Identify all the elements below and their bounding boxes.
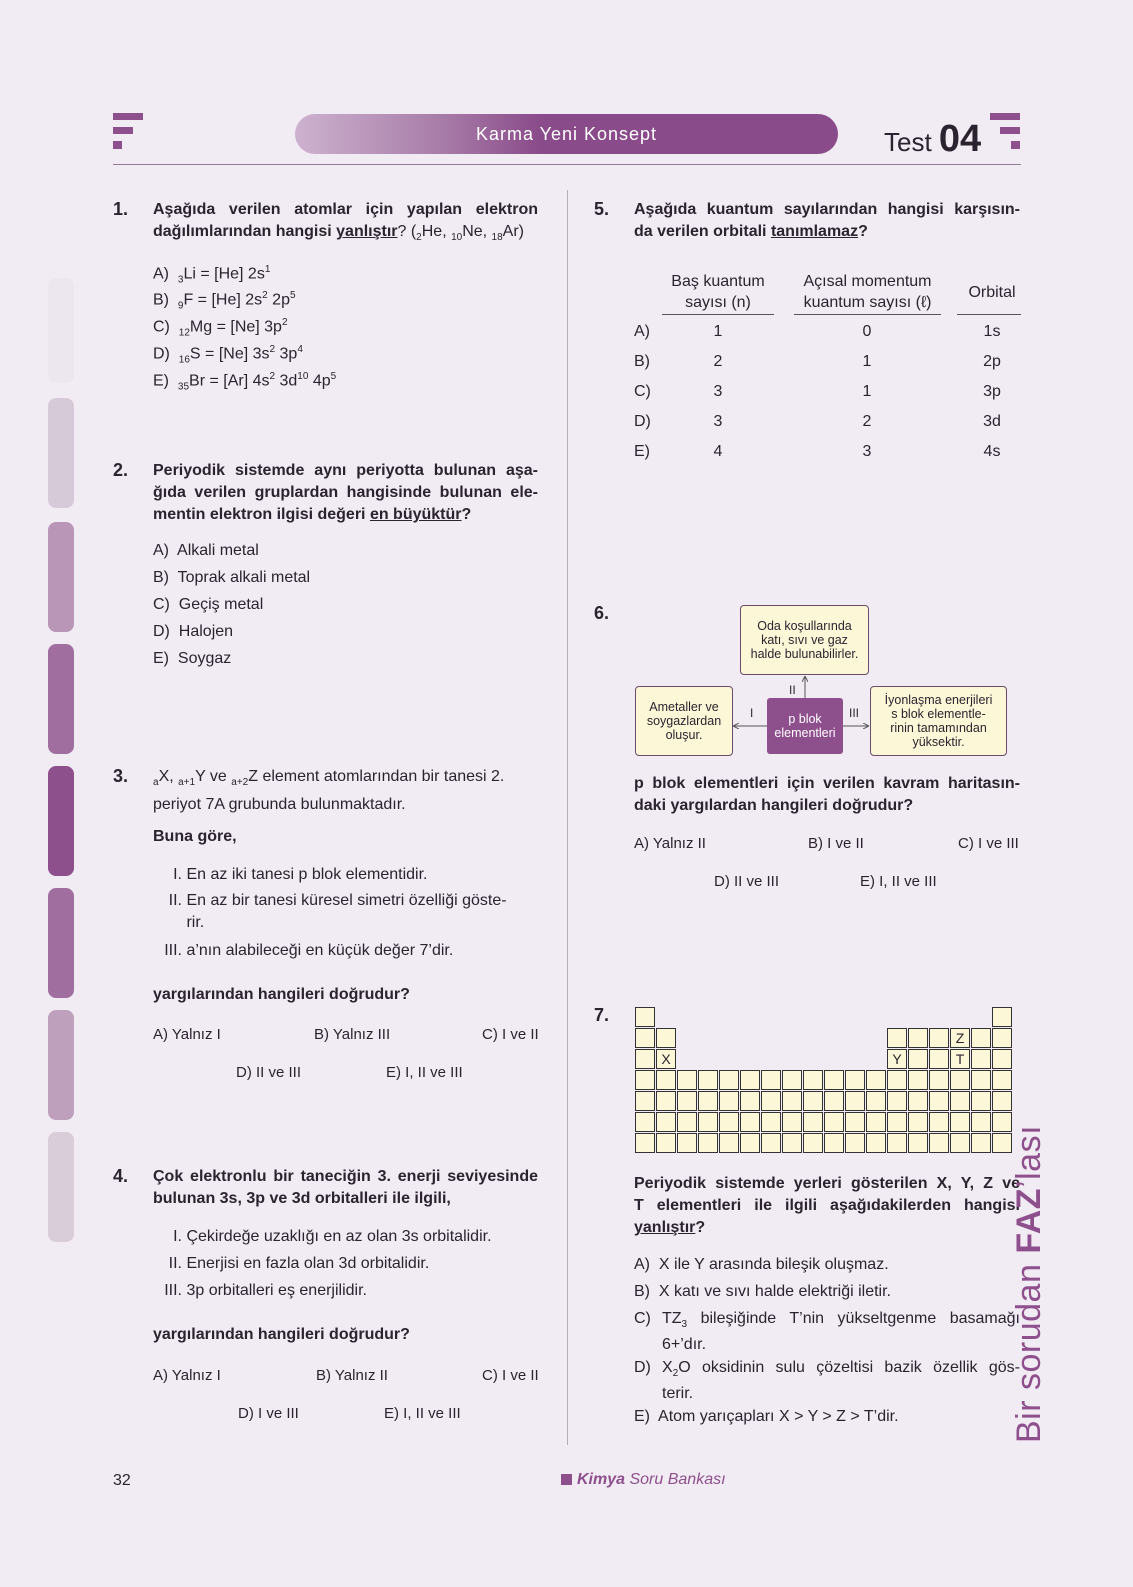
q5-row-c[interactable]: C) 3 1 3p xyxy=(634,383,1001,400)
periodic-cell xyxy=(803,1112,823,1132)
periodic-cell xyxy=(635,1007,655,1027)
periodic-cell xyxy=(929,1133,949,1153)
periodic-cell xyxy=(635,1112,655,1132)
q2-stem: Periyodik sistemde aynı periyotta bulunan aşa- ğıda verilen gruplardan hangisinde bulunan ele- mentin elektron ilgisi değeri en büyüktür? xyxy=(153,462,538,523)
periodic-cell xyxy=(971,1133,991,1153)
periodic-cell xyxy=(698,1133,718,1153)
periodic-cell xyxy=(782,1091,802,1111)
square-icon xyxy=(561,1474,572,1485)
q2-option[interactable]: D) Halojen xyxy=(153,623,234,640)
q2-number: 2. xyxy=(113,460,129,480)
q6-label-I: I xyxy=(750,706,754,720)
q2-options xyxy=(153,541,310,676)
q5-row-a[interactable]: A) 1 0 1s xyxy=(634,323,1001,340)
side-tab xyxy=(48,278,74,383)
q3-answer-d[interactable]: D) II ve III xyxy=(236,1064,302,1081)
periodic-cell xyxy=(887,1133,907,1153)
periodic-cell xyxy=(908,1091,928,1111)
q4-answer-b[interactable]: B) Yalnız II xyxy=(316,1367,388,1384)
periodic-cell xyxy=(971,1091,991,1111)
side-tab xyxy=(48,522,74,632)
periodic-cell xyxy=(950,1070,970,1090)
periodic-cell xyxy=(782,1112,802,1132)
side-slogan: Bir sorudan FAZ’lası xyxy=(1010,1124,1048,1443)
banner-title: Karma Yeni Konsept xyxy=(295,114,838,154)
q1-number: 1. xyxy=(113,199,129,219)
q3-stem: $_a$X, $_{a+1}$Y ve $_{a+2}$Z element atomlarından bir tanesi 2. periyot 7A grubunda bulunmaktadır. xyxy=(153,768,505,814)
periodic-cell xyxy=(782,1133,802,1153)
periodic-cell xyxy=(635,1070,655,1090)
q4-answer-e[interactable]: E) I, II ve III xyxy=(384,1405,461,1422)
q5-row-b[interactable]: B) 2 1 2p xyxy=(634,353,1001,370)
q2-option[interactable]: A) Alkali metal xyxy=(153,542,259,559)
periodic-cell xyxy=(677,1133,697,1153)
q2-option[interactable]: B) Toprak alkali metal xyxy=(153,569,311,586)
q6-center-box: p blok elementleri xyxy=(767,698,843,754)
page-number: 32 xyxy=(113,1472,131,1489)
q3-answer-e[interactable]: E) I, II ve III xyxy=(386,1064,463,1081)
periodic-cell xyxy=(740,1070,760,1090)
test-number: 04 xyxy=(938,118,982,160)
periodic-cell xyxy=(992,1007,1012,1027)
periodic-cell xyxy=(887,1091,907,1111)
periodic-cell xyxy=(656,1070,676,1090)
periodic-cell xyxy=(887,1070,907,1090)
periodic-cell xyxy=(761,1112,781,1132)
q1-option-a[interactable]: A) $_3$Li = [He] $2s^1$ xyxy=(153,264,271,286)
periodic-cell xyxy=(656,1112,676,1132)
periodic-cell xyxy=(656,1028,676,1048)
q6-answer-a[interactable]: A) Yalnız II xyxy=(634,835,706,852)
periodic-cell xyxy=(866,1070,886,1090)
side-tab xyxy=(48,888,74,998)
periodic-cell xyxy=(824,1133,844,1153)
q5-row-e[interactable]: E) 4 3 4s xyxy=(634,443,1001,460)
q1-option-d[interactable]: D) $_{16}$S = [Ne] $3s^2$ $3p^4$ xyxy=(153,344,303,366)
periodic-cell xyxy=(887,1028,907,1048)
q3-item-3: III. a’nın alabileceği en küçük değer 7’dir. xyxy=(164,942,454,959)
periodic-cell xyxy=(992,1049,1012,1069)
q7-option-b[interactable]: B) X katı ve sıvı halde elektriği iletir. xyxy=(634,1283,891,1300)
periodic-cell xyxy=(824,1112,844,1132)
periodic-cell xyxy=(845,1112,865,1132)
q5-header-l: Açısal momentum kuantum sayısı (ℓ) xyxy=(803,273,932,311)
periodic-cell xyxy=(908,1070,928,1090)
q1-stem-line1: Aşağıda verilen atomlar için yapılan elektron xyxy=(153,201,538,218)
periodic-cell xyxy=(971,1070,991,1090)
periodic-cell xyxy=(908,1112,928,1132)
q3-buna: Buna göre, xyxy=(153,828,237,845)
periodic-cell xyxy=(971,1112,991,1132)
periodic-cell xyxy=(950,1112,970,1132)
q7-periodic-table xyxy=(635,1007,1015,1157)
q1-stem-line2: dağılımlarından hangisi yanlıştır? ($_2He$, $_{10}$Ne, $_{18}$Ar) xyxy=(153,223,524,244)
side-tab xyxy=(48,1132,74,1242)
periodic-cell xyxy=(929,1049,949,1069)
periodic-cell xyxy=(698,1091,718,1111)
periodic-cell xyxy=(803,1091,823,1111)
q6-label-II: II xyxy=(789,683,796,697)
periodic-cell xyxy=(782,1070,802,1090)
q4-answer-a[interactable]: A) Yalnız I xyxy=(153,1367,221,1384)
periodic-cell xyxy=(929,1028,949,1048)
q4-item-3: III. 3p orbitalleri eş enerjilidir. xyxy=(164,1282,367,1299)
q4-answer-d[interactable]: D) I ve III xyxy=(238,1405,299,1422)
test-word: Test xyxy=(884,127,932,157)
periodic-cell xyxy=(824,1091,844,1111)
q4-question: yargılarından hangileri doğrudur? xyxy=(153,1326,410,1343)
q6-left-box: Ametaller ve soygazlardan oluşur. xyxy=(635,686,733,756)
q5-row-d[interactable]: D) 3 2 3d xyxy=(634,413,1001,430)
element-label-y: Y xyxy=(887,1049,907,1069)
q1-option-b[interactable]: B) $_9$F = [He] $2s^2$ $2p^5$ xyxy=(153,290,296,312)
q5-header-n: Baş kuantum sayısı (n) xyxy=(671,273,765,311)
test-label xyxy=(884,118,981,161)
element-label-t: T xyxy=(950,1049,970,1069)
q2-option[interactable]: C) Geçiş metal xyxy=(153,596,264,613)
periodic-cell xyxy=(761,1091,781,1111)
q1-option-e[interactable]: E) $_{35}$Br = [Ar] $4s^2$ $3d^{10}$ $4p^5$ xyxy=(153,371,337,393)
periodic-cell xyxy=(845,1091,865,1111)
periodic-cell xyxy=(698,1112,718,1132)
q7-stem: Periyodik sistemde yerleri gösterilen X, Y, Z ve T elementleri ile ilgili aşağıdakilerden hangisi yanlıştır? xyxy=(634,1175,1020,1236)
q3-item-2: II. En az bir tanesi küresel simetri özelliği göste- xyxy=(168,892,507,909)
q3-question: yargılarından hangileri doğrudur? xyxy=(153,986,410,1003)
periodic-cell xyxy=(803,1133,823,1153)
periodic-cell xyxy=(719,1133,739,1153)
periodic-cell xyxy=(635,1028,655,1048)
q6-stem: p blok elementleri için verilen kavram haritasın- daki yargılardan hangileri doğrudur? xyxy=(634,775,1020,814)
q5-header-orbital: Orbital xyxy=(968,284,1016,301)
periodic-cell xyxy=(656,1133,676,1153)
periodic-cell xyxy=(908,1049,928,1069)
periodic-cell xyxy=(866,1091,886,1111)
q5-stem: Aşağıda kuantum sayılarından hangisi karşısın- da verilen orbitali tanımlamaz? xyxy=(634,201,1020,240)
q6-answer-e[interactable]: E) I, II ve III xyxy=(860,873,937,890)
q7-option-a[interactable]: A) X ile Y arasında bileşik oluşmaz. xyxy=(634,1256,889,1273)
q4-item-2: II. Enerjisi en fazla olan 3d orbitalidir. xyxy=(168,1255,430,1272)
q5-header-line-l xyxy=(794,314,941,315)
periodic-cell xyxy=(992,1091,1012,1111)
periodic-cell xyxy=(656,1091,676,1111)
periodic-cell xyxy=(992,1112,1012,1132)
q7-option-e[interactable]: E) Atom yarıçapları X > Y > Z > T’dir. xyxy=(634,1408,899,1425)
q6-answer-b[interactable]: B) I ve II xyxy=(808,835,864,852)
q7-option-d[interactable]: D) $X_2O$ oksidinin sulu çözeltisi bazik özellik gös- terir. xyxy=(634,1359,1020,1403)
q4-number: 4. xyxy=(113,1166,129,1186)
book-title: Kimya Soru Bankası xyxy=(561,1471,726,1489)
header-divider xyxy=(113,164,1021,165)
q3-item-2-cont: rir. xyxy=(186,914,205,931)
periodic-cell xyxy=(719,1070,739,1090)
periodic-cell xyxy=(929,1091,949,1111)
periodic-cell xyxy=(740,1133,760,1153)
periodic-cell xyxy=(677,1112,697,1132)
q3-answer-b[interactable]: B) Yalnız III xyxy=(314,1026,391,1043)
q4-stem: Çok elektronlu bir taneciğin 3. enerji seviyesinde bulunan 3s, 3p ve 3d orbitalleri ile ilgili, xyxy=(153,1168,538,1207)
periodic-cell xyxy=(635,1133,655,1153)
periodic-cell xyxy=(698,1070,718,1090)
q6-label-III: III xyxy=(849,706,860,720)
q7-option-c[interactable]: C) $TZ_3$ bileşiğinde T’nin yükseltgenme basamağı 6+’dır. xyxy=(634,1310,1020,1354)
periodic-cell xyxy=(845,1070,865,1090)
q5-header-line-orb xyxy=(957,314,1021,315)
q6-right-box: İyonlaşma enerjileri s blok elementle- rinin tamamından yüksektir. xyxy=(870,686,1007,756)
q6-answer-c[interactable]: C) I ve III xyxy=(958,835,1019,852)
q7-number: 7. xyxy=(594,1005,610,1025)
periodic-cell xyxy=(635,1091,655,1111)
periodic-cell xyxy=(992,1133,1012,1153)
periodic-cell xyxy=(845,1133,865,1153)
side-tab xyxy=(48,398,74,508)
periodic-cell xyxy=(761,1133,781,1153)
periodic-cell xyxy=(677,1070,697,1090)
periodic-cell xyxy=(740,1112,760,1132)
q6-top-box: Oda koşullarında katı, sıvı ve gaz halde bulunabilirler. xyxy=(740,605,869,675)
q2-option[interactable]: E) Soygaz xyxy=(153,650,232,667)
logo-mark-right xyxy=(990,113,1020,153)
q6-number: 6. xyxy=(594,603,610,623)
q4-item-1: I. Çekirdeğe uzaklığı en az olan 3s orbitalidir. xyxy=(173,1228,492,1245)
periodic-cell xyxy=(866,1112,886,1132)
q1-stem xyxy=(153,199,538,249)
element-label-z: Z xyxy=(950,1028,970,1048)
periodic-cell xyxy=(719,1112,739,1132)
periodic-cell xyxy=(824,1070,844,1090)
periodic-cell xyxy=(866,1133,886,1153)
q3-item-1: I. En az iki tanesi p blok elementidir. xyxy=(173,866,428,883)
periodic-cell xyxy=(971,1049,991,1069)
periodic-cell xyxy=(908,1028,928,1048)
q3-answer-a[interactable]: A) Yalnız I xyxy=(153,1026,221,1043)
q6-answer-d[interactable]: D) II ve III xyxy=(714,873,780,890)
q3-answer-c[interactable]: C) I ve II xyxy=(482,1026,539,1043)
periodic-cell xyxy=(929,1070,949,1090)
periodic-cell xyxy=(719,1091,739,1111)
periodic-cell xyxy=(971,1028,991,1048)
q5-number: 5. xyxy=(594,199,610,219)
periodic-cell xyxy=(950,1133,970,1153)
periodic-cell xyxy=(950,1091,970,1111)
q5-header-line-n xyxy=(662,314,774,315)
periodic-cell xyxy=(761,1070,781,1090)
periodic-cell xyxy=(635,1049,655,1069)
periodic-cell xyxy=(992,1028,1012,1048)
column-divider xyxy=(567,190,568,1445)
side-tab xyxy=(48,644,74,754)
q6-arrows xyxy=(730,674,875,734)
periodic-cell xyxy=(908,1133,928,1153)
periodic-cell xyxy=(992,1070,1012,1090)
periodic-cell xyxy=(677,1091,697,1111)
element-label-x: X xyxy=(656,1049,676,1069)
logo-mark-left xyxy=(113,113,143,153)
side-tab xyxy=(48,1010,74,1120)
periodic-cell xyxy=(929,1112,949,1132)
q3-number: 3. xyxy=(113,766,129,786)
q4-answer-c[interactable]: C) I ve II xyxy=(482,1367,539,1384)
periodic-cell xyxy=(803,1070,823,1090)
side-tab xyxy=(48,766,74,876)
periodic-cell xyxy=(740,1091,760,1111)
q1-option-c[interactable]: C) $_{12}$Mg = [Ne] $3p^2$ xyxy=(153,317,288,339)
periodic-cell xyxy=(887,1112,907,1132)
